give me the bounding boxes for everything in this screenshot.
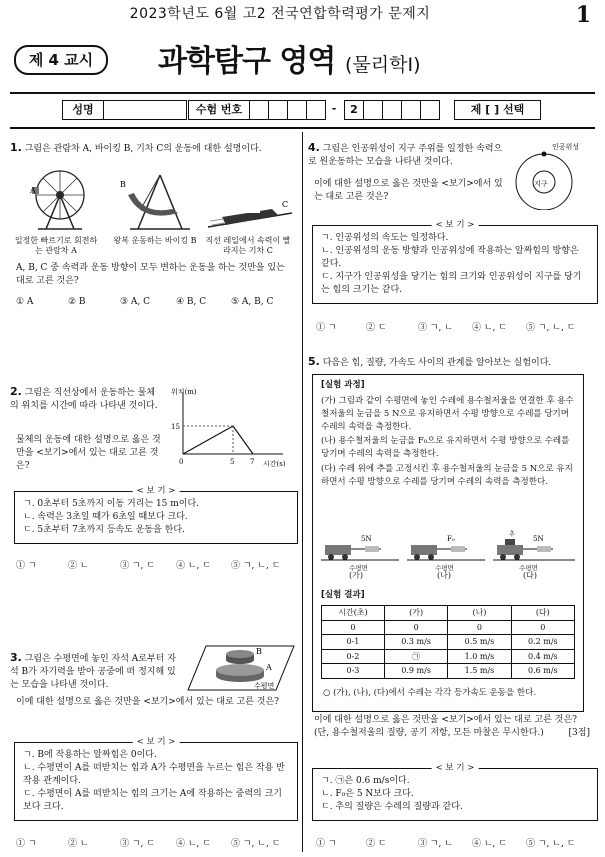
caption-b: 왕복 운동하는 바이킹 B [113,236,197,245]
table-cell: 0-1 [322,635,385,650]
option[interactable]: ② ㄷ [366,323,387,333]
bogi-item: ㄷ. 수평면이 A를 떠받치는 힘의 크기는 A에 작용하는 중력의 크기보다 크다. [23,789,282,813]
question-5-prompt [314,714,590,740]
table-row [322,635,575,650]
exam-digit-fixed: 2 [344,100,364,120]
question-text: 그림은 수평면에 놓인 자석 A로부터 자석 B가 자기력을 받아 공중에 떠 정지해 있는 모습을 나타낸 것이다. [10,654,176,691]
table-header-row [322,606,575,621]
procedure-step: (가) 그림과 같이 수평면에 놓인 수레에 용수철저울을 연결한 후 용수철저울의 눈금을 5 N으로 유지하면서 수평 방향으로 수레를 당기며 수레의 속력을 측정한다. [321,396,574,432]
result-table [321,605,575,679]
bogi-item: ㄷ. 5초부터 7초까지 등속도 운동을 한다. [23,525,185,536]
header-rule [10,92,595,94]
bogi-item: ㄱ. 인공위성의 속도는 일정하다. [321,233,449,243]
option[interactable]: ② ㄴ [68,839,89,849]
option[interactable]: ① ㄱ [16,561,37,571]
table-cell: 0.5 m/s [448,635,511,650]
procedure-step: (나) 용수철저울의 눈금을 F₀으로 유지하면서 수평 방향으로 수레를 당기며 수레의 속력을 측정한다. [321,436,570,459]
table-cell: 0.9 m/s [384,664,447,679]
bogi-label: < 보 기 > [133,485,180,497]
figure-caption: (가) [349,571,363,580]
table-row [322,664,575,679]
option[interactable]: ③ A, C [120,297,151,307]
bogi-item: ㄱ. ㉠은 0.6 m/s이다. [321,776,410,786]
question-3-prompt: 이에 대한 설명으로 옳은 것만을 <보기>에서 있는 대로 고른 것은? [16,697,280,707]
subject-title: 과학탐구 영역 [158,44,336,79]
question-text: 다음은 힘, 질량, 가속도 사이의 관계를 알아보는 실험이다. [322,358,552,368]
label-b: B [256,647,262,656]
exam-digit-box[interactable] [382,100,402,120]
result-note: ○ (가), (나), (다)에서 수레는 각각 등가속도 운동을 한다. [323,688,537,698]
question-number: 4. [308,141,320,154]
floor-label: 수평면 [435,564,454,572]
table-cell: 1.0 m/s [448,649,511,664]
question-4 [308,140,508,169]
satellite-icon [542,152,547,157]
question-1-prompt: A, B, C 중 속력과 운동 방향이 모두 변하는 운동을 하는 것만을 있는 대로 고른 것은? [16,263,285,287]
question-3 [10,650,182,692]
option[interactable]: ③ ㄱ, ㄴ [418,839,453,849]
question-1 [10,140,295,156]
option[interactable]: ④ ㄴ, ㄷ [472,839,507,849]
table-cell: 0 [384,620,447,635]
table-header: 시간(초) [322,606,385,621]
weight-label: 추 [509,531,515,538]
q3-bogi-box [14,737,298,821]
force-label: F₀ [447,535,455,543]
label-a: A [30,186,36,195]
option[interactable]: ④ ㄴ, ㄷ [176,839,211,849]
option[interactable]: ⑤ A, B, C [231,297,274,307]
bogi-label: < 보 기 > [432,219,479,231]
exam-digit-box[interactable] [420,100,440,120]
table-header: (다) [511,606,574,621]
table-cell: 0.4 m/s [511,649,574,664]
question-text: 그림은 직선상에서 운동하는 물체의 위치를 시간에 따라 나타낸 것이다. [10,388,158,412]
figure-caption: (나) [437,571,451,580]
table-cell: 0 [511,620,574,635]
option[interactable]: ⑤ ㄱ, ㄴ, ㄷ [231,839,281,849]
q2-bogi-box [14,486,298,544]
column-separator [302,132,303,852]
exam-digit-box[interactable] [401,100,421,120]
tick-label: 0 [179,458,184,466]
q1-options [16,296,301,309]
satellite-label: 인공위성 [552,143,580,151]
graph-line [183,426,253,454]
question-5-prompt-text: 이에 대한 설명으로 옳은 것만을 <보기>에서 있는 대로 고른 것은? (단, 용수철저울의 질량, 공기 저항, 모든 마찰은 무시한다.) [314,715,578,739]
q5-options [316,838,601,851]
question-5 [308,354,598,370]
q4-bogi-box [312,220,598,304]
ferris-wheel-icon [32,171,84,229]
force-label: 5N [533,535,544,543]
question-4-prompt: 이에 대한 설명으로 옳은 것만을 <보기>에서 있는 대로 고른 것은? [314,179,503,203]
floor-label: 수평면 [519,564,538,572]
table-cell: 0.6 m/s [511,664,574,679]
bogi-item: ㄴ. 수평면이 A를 떠받치는 힘과 A가 수평면을 누르는 힘은 작용 반작용 관계이다. [23,763,285,787]
question-number: 5. [308,355,320,368]
label-b: B [120,180,126,189]
exam-digit-box[interactable] [363,100,383,120]
bogi-item: ㄴ. F₀은 5 N보다 크다. [321,789,414,800]
option[interactable]: ① ㄱ [316,839,337,849]
option[interactable]: ⑤ ㄱ, ㄴ, ㄷ [231,561,281,571]
experiment-box [312,374,584,712]
bogi-label: < 보 기 > [133,736,180,748]
option[interactable]: ① A [16,297,34,307]
option[interactable]: ④ ㄴ, ㄷ [472,323,507,333]
table-cell: 0.3 m/s [384,635,447,650]
q2-options [16,560,301,573]
earth-label: 지구 [534,180,548,188]
procedure-title: [실험 과정] [321,380,365,390]
question-2 [10,384,160,413]
tick-label: 7 [250,458,255,466]
exam-digit-box[interactable] [268,100,288,120]
procedure-step: (다) 수레 위에 추를 고정시킨 후 용수철저울의 눈금을 5 N으로 유지하면서 수평 방향으로 수레를 당기며 수레의 속력을 측정한다. [321,463,573,487]
exam-title: 2023학년도 6월 고2 전국연합학력평가 문제지 [129,6,431,22]
viking-ship-icon [128,175,190,229]
table-cell: 0 [322,620,385,635]
train-icon [208,209,292,227]
q5-bogi-box [312,763,598,821]
header-rule-bottom [10,127,595,129]
tick-label: 5 [230,458,235,466]
choice-label: 제 [ ] 선택 [454,100,541,120]
table-cell: 0-2 [322,649,385,664]
question-number: 3. [10,651,22,664]
cart-a [321,535,399,560]
page-number: 1 [575,2,591,28]
bogi-item: ㄱ. B에 작용하는 알짜힘은 0이다. [23,750,157,760]
table-header: (나) [448,606,511,621]
option[interactable]: ③ ㄱ, ㄴ [418,323,453,333]
table-cell: 1.5 m/s [448,664,511,679]
option[interactable]: ② ㄴ [68,561,89,571]
q1-figure [10,165,295,235]
table-header: (가) [384,606,447,621]
name-field[interactable] [103,100,187,120]
exam-digit-box[interactable] [287,100,307,120]
floor-label: 수평면 [254,682,275,690]
exam-digit-box[interactable] [306,100,326,120]
option[interactable]: ③ ㄱ, ㄷ [120,839,155,849]
question-text: 그림은 인공위성이 지구 주위를 일정한 속력으로 원운동하는 모습을 나타낸 것이다. [308,144,503,168]
option[interactable]: ② ㄷ [366,839,387,849]
q4-options [316,322,601,335]
bogi-item: ㄴ. 인공위성의 운동 방향과 인공위성에 작용하는 알짜힘의 방향은 같다. [321,246,579,270]
table-row [322,649,575,664]
table-cell: 0.2 m/s [511,635,574,650]
result-title: [실험 결과] [321,590,365,600]
exam-number-label: 수험 번호 [188,100,250,120]
points-label: [3점] [568,728,590,739]
option[interactable]: ② B [68,297,86,307]
table-row [322,620,575,635]
option[interactable]: ⑤ ㄱ, ㄴ, ㄷ [526,323,576,333]
x-axis-label: 시간(s) [263,460,286,468]
question-number: 2. [10,385,22,398]
table-cell: ㉠ [384,649,447,664]
table-cell: 0 [448,620,511,635]
figure-caption: (다) [523,571,537,580]
option[interactable]: ④ ㄴ, ㄷ [176,561,211,571]
option[interactable]: ⑤ ㄱ, ㄴ, ㄷ [526,839,576,849]
cart-b [407,535,485,560]
q4-figure [508,138,596,210]
subject-subtitle: (물리학Ⅰ) [345,54,421,76]
caption-a: 일정한 빠르기로 회전하는 관람차 A [14,236,98,255]
procedure-list [321,395,577,488]
y-axis-label: 위치(m) [171,388,197,396]
caption-c: 직선 레일에서 속력이 빨라지는 기차 C [205,236,291,255]
force-label: 5N [361,535,372,543]
tick-label: 15 [171,423,180,431]
bogi-item: ㄱ. 0초부터 5초까지 이동 거리는 15 m이다. [23,499,200,509]
table-cell: 0-3 [322,664,385,679]
bogi-item: ㄷ. 지구가 인공위성을 당기는 힘의 크기와 인공위성이 지구를 당기는 힘의 크기는 같다. [321,272,582,296]
weight-icon [505,539,515,545]
period-badge: 제 4 교시 [14,45,108,75]
q3-options [16,838,301,851]
name-label: 성명 [62,100,104,120]
q3-figure [184,638,296,698]
bogi-label: < 보 기 > [432,762,479,774]
label-c: C [282,200,289,209]
position-time-graph [165,384,295,474]
bogi-item: ㄷ. 추의 질량은 수레의 질량과 같다. [321,802,463,813]
option[interactable]: ① ㄱ [316,323,337,333]
option[interactable]: ③ ㄱ, ㄷ [120,561,155,571]
label-a: A [266,663,272,672]
question-text: 그림은 관람차 A, 바이킹 B, 기차 C의 운동에 대한 설명이다. [24,144,262,154]
bogi-item: ㄴ. 속력은 3초일 때가 6초일 때보다 크다. [23,512,188,523]
question-number: 1. [10,141,22,154]
floor-label: 수평면 [349,564,368,572]
option[interactable]: ④ B, C [176,297,207,307]
exam-dash: - [331,102,337,115]
exam-digit-box[interactable] [249,100,269,120]
question-2-prompt: 물체의 운동에 대한 설명으로 옳은 것만을 <보기>에서 있는 대로 고른 것은? [16,435,161,472]
cart-c [493,530,575,560]
option[interactable]: ① ㄱ [16,839,37,849]
